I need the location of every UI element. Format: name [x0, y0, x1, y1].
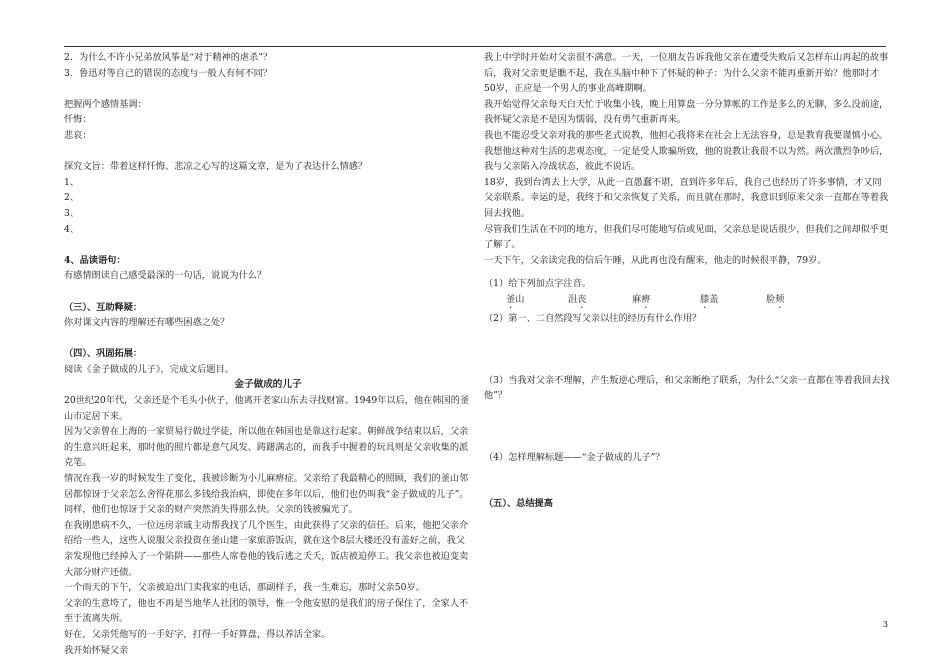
story-paragraph: 情况在我一岁的时候发生了变化，我被诊断为小儿麻痹症。父亲给了我最精心的照顾，我们的釜山邻居都惊讶于父亲怎么舍得花那么多钱给我治病，即使在多年以后，他们也仍叫我“金子做成的儿子”。同样，他们也惊讶于父亲的财产突然消失得那么快。父亲的钱被骗光了。	[64, 473, 469, 516]
explore-item-2: 2、	[64, 192, 80, 204]
question-3: 3．鲁迅对等自己的错误的态度与一般人有何不同？	[64, 67, 272, 79]
question-waiting: （3）当我对父亲不理解，产生叛逆心理后，和父亲断绝了联系，为什么“父亲一直都在等着我回去找他”？	[484, 374, 890, 402]
story-paragraph: 20世纪20年代，父亲还是个毛头小伙子，他离开老家山东去寻找财富。1949年以后，他在韩国的釜山市定居下来。	[64, 395, 470, 422]
story-paragraph: 我也不能忍受父亲对我的那些老式说教，他担心我将来在社会上无法容身，总是教育我要谨慎小心。我想他这种对生活的悲观态度，一定是受人欺骗所致，他的说教让我很不以为然。两次激烈争吵后，我与父亲陷入冷战状态，彼此不说话。	[484, 129, 889, 173]
consolidate-heading: （四）、巩固拓展：	[64, 348, 143, 360]
pinyin-word: 膝盖	[700, 293, 719, 305]
story-title: 金子做成的儿子	[234, 379, 302, 391]
pinyin-word: 麻痹	[632, 293, 651, 305]
explore-item-4: 4、	[64, 223, 80, 235]
story-paragraph: 我开始怀疑父亲	[64, 644, 129, 656]
story-paragraph: 一个雨天的下午，父亲被迫出门卖我家的电话，那副样子，我一生难忘，那时父亲50岁。	[64, 582, 425, 594]
story-paragraph: 18岁，我到台湾去上大学，从此一直愚蠢不堪，直到许多年后，我自己也经历了许多事情，才又同父亲联系。幸运的是，我终于和父亲恢复了关系，而且就在那时，我意识到原来父亲一直都在等着我回去找他。	[484, 176, 889, 219]
question-2: 2．为什么不许小兄弟放风筝是“对于精神的虐杀”？	[64, 52, 273, 63]
reading-intro: 阅读《金子做成的儿子》，完成文后题目。	[64, 363, 234, 375]
section-4-text: 有感情朗读自己感受最深的一句话，说说为什么？	[64, 270, 267, 282]
emotion-prompt: 把握两个感情基调：	[64, 98, 147, 110]
emotion-repentance: 忏悔：	[64, 114, 92, 126]
right-column	[484, 50, 890, 512]
story-paragraph: 尽管我们生活在不同的地方，但我们尽可能地写信或见面，父亲总是说话很少，但我们之间却似乎更了解了。	[484, 223, 889, 251]
explore-item-3: 3、	[64, 207, 80, 219]
page-number: 3	[882, 620, 888, 629]
explore-item-1: 1、	[64, 176, 80, 188]
question-pinyin: （1）给下列加点字注音。	[484, 278, 591, 290]
story-paragraph: 在我刚患病不久，一位远房亲戚主动帮我找了几个医生，由此获得了父亲的信任。后来，他把父亲介绍给一些人，这些人说服父亲投资在釜山建一家旅游饭店，就在这个8层大楼还没有盖好之前，我父亲发现他已经掉入了一个陷阱——那些人席卷他的钱后逃之夭夭，饭店被迫停工。我父亲也被迫变卖大部分财产还债。	[64, 519, 469, 578]
story-paragraph: 我上中学时开始对父亲很不满意。一天，一位朋友告诉我他父亲在遭受失败后又怎样东山再起的故事后，我对父亲更是瞧不起，我在头脑中种下了怀疑的种子：为什么父亲不能再重新开始？他那时才50岁，正应是一个男人的事业高峰期啊。	[484, 52, 889, 95]
question-title-meaning: （4）怎样理解标题——“金子做成的儿子”？	[484, 451, 665, 463]
pinyin-word: 脸颊	[766, 293, 785, 305]
header-rule	[64, 46, 886, 47]
story-paragraph: 因为父亲曾在上海的一家贸易行做过学徒，所以他在韩国也是靠这行起家。朝鲜战争结束以后，父亲的生意兴旺起来，那时他的照片都是意气风发、踌躇满志的，而我手中握着的玩具则是父亲收集的派克笔。	[64, 426, 469, 469]
pinyin-word-list	[484, 292, 890, 311]
story-paragraph: 好在，父亲凭他写的一手好字，打得一手好算盘，得以养活全家。	[64, 628, 331, 640]
question-paragraph-role: （2）第一、二自然段写父亲以往的经历有什么作用？	[484, 312, 702, 324]
section-5-heading: （五）、总结提高	[484, 498, 553, 510]
explore-theme: 探究文旨：带着这样忏悔、悲凉之心写的这篇文章，是为了表达什么情感？	[64, 161, 368, 173]
story-paragraph: 我开始觉得父亲每天白天忙于收集小钱，晚上用算盘一分分算帐的工作是多么的无聊，多么没前途，我怀疑父亲是不是因为懦弱，没有勇气重新再来。	[484, 98, 889, 126]
section-4-heading: 4、品读语句：	[64, 254, 126, 266]
emotion-sorrow: 悲哀：	[64, 129, 92, 141]
story-paragraph: 一天下午，父亲读完我的信后午睡，从此再也没有醒来，他走的时候很平静，79岁。	[484, 254, 827, 266]
section-3-text: 你对课文内容的理解还有哪些困惑之处？	[64, 317, 230, 329]
section-3-heading: （三）、互助释疑：	[64, 301, 143, 313]
left-column	[64, 50, 472, 658]
pinyin-word: 沮丧	[568, 293, 587, 305]
story-paragraph: 父亲的生意垮了，他也不再是当地华人社团的领导，惟一令他安慰的是我们的房子保住了，全家人不至于流离失所。	[64, 597, 469, 625]
pinyin-word: 釜山	[506, 293, 525, 305]
